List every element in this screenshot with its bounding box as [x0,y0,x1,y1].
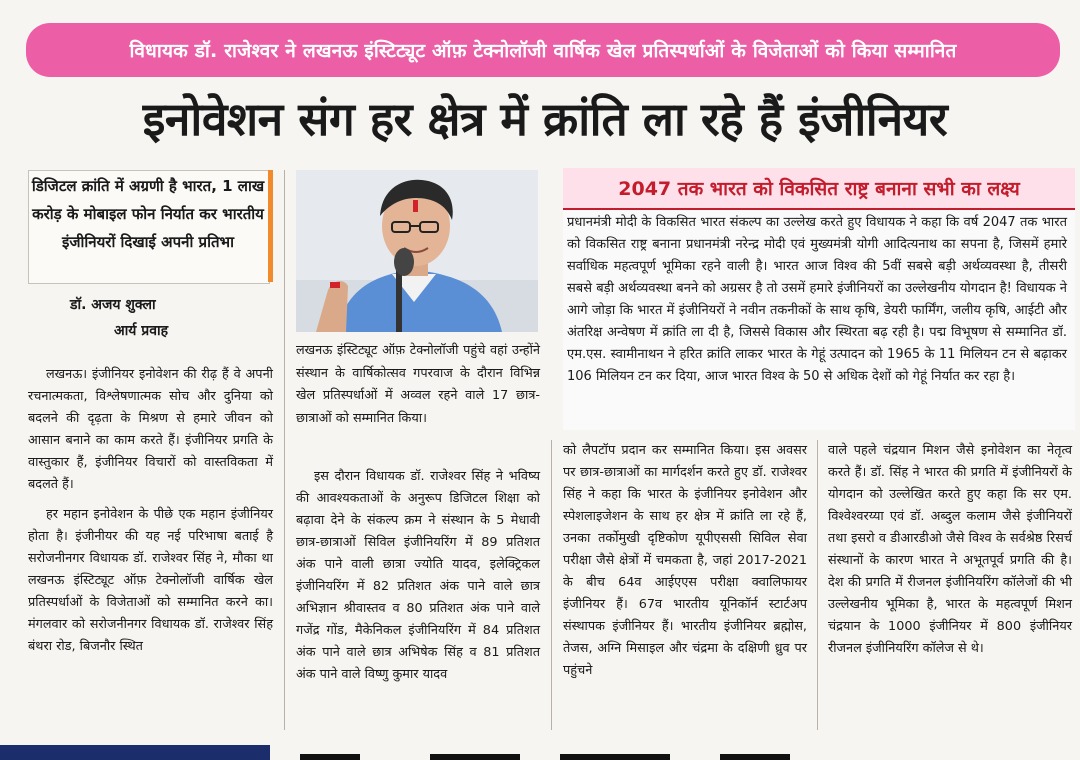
sidebar-box-title: 2047 तक भारत को विकसित राष्ट्र बनाना सभी का लक्ष्य [563,168,1075,208]
kicker-accent-bar [268,170,273,282]
byline-name: डॉ. अजय शुक्ला [70,297,156,313]
column-divider [817,440,818,730]
column-divider [551,440,552,730]
top-banner: विधायक डॉ. राजेश्वर ने लखनऊ इंस्टिट्यूट ऑफ़ टेक्नोलॉजी वार्षिक खेल प्रतिस्पर्धाओं के विजेताओं को किया सम्मानित [26,23,1060,77]
photo-caption: लखनऊ इंस्टिट्यूट ऑफ़ टेक्नोलॉजी पहुंचे वहां उन्होंने संस्थान के वार्षिकोत्सव गपरवाज के दौरान विभिन्न खेल प्रतिस्पर्धाओं में अव्वल रहने वाले 17 छात्र-छात्राओं को सम्मानित किया। [296,343,540,426]
col2-paragraph-1: इस दौरान विधायक डॉ. राजेश्वर सिंह ने भविष्य की आवश्यकताओं के अनुरूप डिजिटल शिक्षा को बढ़ावा देने के संकल्प क्रम ने संस्थान के 5 मेधावी छात्र-छात्राओं सिविल इंजीनियरिंग में 89 प्रतिशत अंक पाने वाली छात्रा ज्योति यादव, इलेक्ट्रिकल इंजीनियरिंग में 82 प्रतिशत अंक पाने वाले छात्र अभिज्ञान श्रीवास्तव व 80 प्रतिशत अंक पाने वाले गजेंद्र गोंड, मैकेनिकल इंजीनियरिंग में 84 प्रतिशत अंक पाने वाले छात्र अभिषेक सिंह व 81 प्रतिशत अंक पाने वाले विष्णु कुमार यादव [296,469,540,682]
col1-paragraph-1: लखनऊ। इंजीनियर इनोवेशन की रीढ़ हैं वे अपनी रचनात्मकता, विश्लेषणात्मक सोच और दुनिया को बदलने की दृढ़ता के मिश्रण से हमारे जीवन को आसान बनाने का काम करते हैं। इंजीनियर प्रगति के वास्तुकार हैं, इंजीनियर विचारों को वास्तविकता में बदलते हैं। [28,367,273,492]
article-column-3 [563,440,807,690]
sidebar-box-text: प्रधानमंत्री मोदी के विकसित भारत संकल्प का उल्लेख करते हुए विधायक ने कहा कि वर्ष 2047 तक भारत को विकसित राष्ट्र बनाना प्रधानमंत्री नरेन्द्र मोदी एवं मुख्यमंत्री योगी आदित्यनाथ का सपना है, जिसमें हमारे सर्वाधिक महत्वपूर्ण भूमिका रहने वाली है। भारत आज विश्व की 5वीं सबसे बड़ी अर्थव्यवस्था है, तीसरी सबसे बड़ी अर्थव्यवस्था बनने को अग्रसर है तो उसमें हमारे इंजीनियरों का उल्लेखनीय योगदान है! विधायक ने आगे जोड़ा कि भारत में इंजीनियरों ने नवीन तकनीकों के साथ कृषि, डेयरी फार्मिंग, जलीय कृषि, आईटी और अंतरिक्ष अन्वेषण में क्रांति ला दी है, जिससे विकास और स्थिरता बढ़ रही है। पद्म विभूषण से सम्मानित डॉ. एम.एस. स्वामीनाथन ने हरित क्रांति लाकर भारत के गेहूं उत्पादन को 1965 के 11 मिलियन टन से बढ़ाकर 106 मिलियन टन कर दिया, आज भारत विश्व के 50 से अधिक देशों को गेहूं निर्यात कर रहा है। [567,215,1067,384]
col1-paragraph-2: हर महान इनोवेशन के पीछे एक महान इंजीनियर होता है। इंजीनीयर की यह नई परिभाषा बताई है सरोजनीनगर विधायक डॉ. राजेश्वर सिंह ने, मौका था लखनऊ इंस्टिट्यूट ऑफ़ टेक्नोलॉजी वार्षिक खेल प्रतिस्पर्धाओं के विजेताओं को सम्मानित करने का। मंगलवार को सरोजनीनगर विधायक डॉ. राजेश्वर सिंह बंथरा रोड, बिजनौर स्थित [28,507,273,654]
column-divider [284,170,285,730]
speaker-photo [296,170,538,332]
next-article-strip [0,745,270,760]
article-column-2 [296,466,540,694]
kicker-text: डिजिटल क्रांति में अग्रणी है भारत, 1 लाख करोड़ के मोबाइल फोन निर्यात कर भारतीय इंजीनियरों दिखाई अपनी प्रतिभा [31,177,265,251]
col4-paragraph-1: वाले पहले चंद्रयान मिशन जैसे इनोवेशन का नेतृत्व करते हैं। डॉ. सिंह ने भारत की प्रगति में इंजीनियरों के योगदान को उल्लेखित करते हुए कहा कि सर एम. विश्वेश्वरय्या एवं डॉ. अब्दुल कलाम जैसे इंजीनियरों तथा इसरो व डीआरडीओ जैसे विश्व के सर्वश्रेष्ठ रिसर्च संस्थानों के कारण भारत ने अभूतपूर्व प्रगति की है। देश की प्रगति में रीजनल इंजीनियरिंग कॉलेजों की भी उल्लेखनीय भूमिका है, भारत के महत्वपूर्ण मिशन चंद्रयान के 1000 इंजीनियर में 800 इंजीनियर रीजनल इंजीनियरिंग कॉलेज से थे। [828,443,1072,656]
speaker-photo-icon [296,170,538,332]
main-headline: इनोवेशन संग हर क्षेत्र में क्रांति ला रहे हैं इंजीनियर [142,92,948,146]
byline [70,292,168,344]
byline-org: आर्य प्रवाह [114,323,169,339]
article-column-1 [28,364,273,666]
article-column-4 [828,440,1072,668]
col3-paragraph-1: को लैपटॉप प्रदान कर सम्मानित किया। इस अवसर पर छात्र-छात्राओं का मार्गदर्शन करते हुए डॉ. राजेश्वर सिंह ने कहा कि भारत के इंजीनियर इनोवेशन और स्पेशलाइजेशन के साथ हर क्षेत्र में क्रांति ला रहे हैं, उनका तर्कोमुखी दृष्टिकोण यूपीएससी सिविल सेवा परीक्षा जैसे क्षेत्रों में चमकता है, जहां 2017-2021 के बीच 64व आईएएस परीक्षा क्वालिफायर इंजीनियर हैं। 67व भारतीय यूनिकॉर्न स्टार्टअप संस्थापक इंजीनियर हैं। भारतीय इंजीनियर ब्रह्मोस, तेजस, अग्नि मिसाइल और चंद्रमा के दक्षिणी ध्रुव पर पहुंचने [563,443,807,678]
next-headline-fragment [300,742,860,760]
